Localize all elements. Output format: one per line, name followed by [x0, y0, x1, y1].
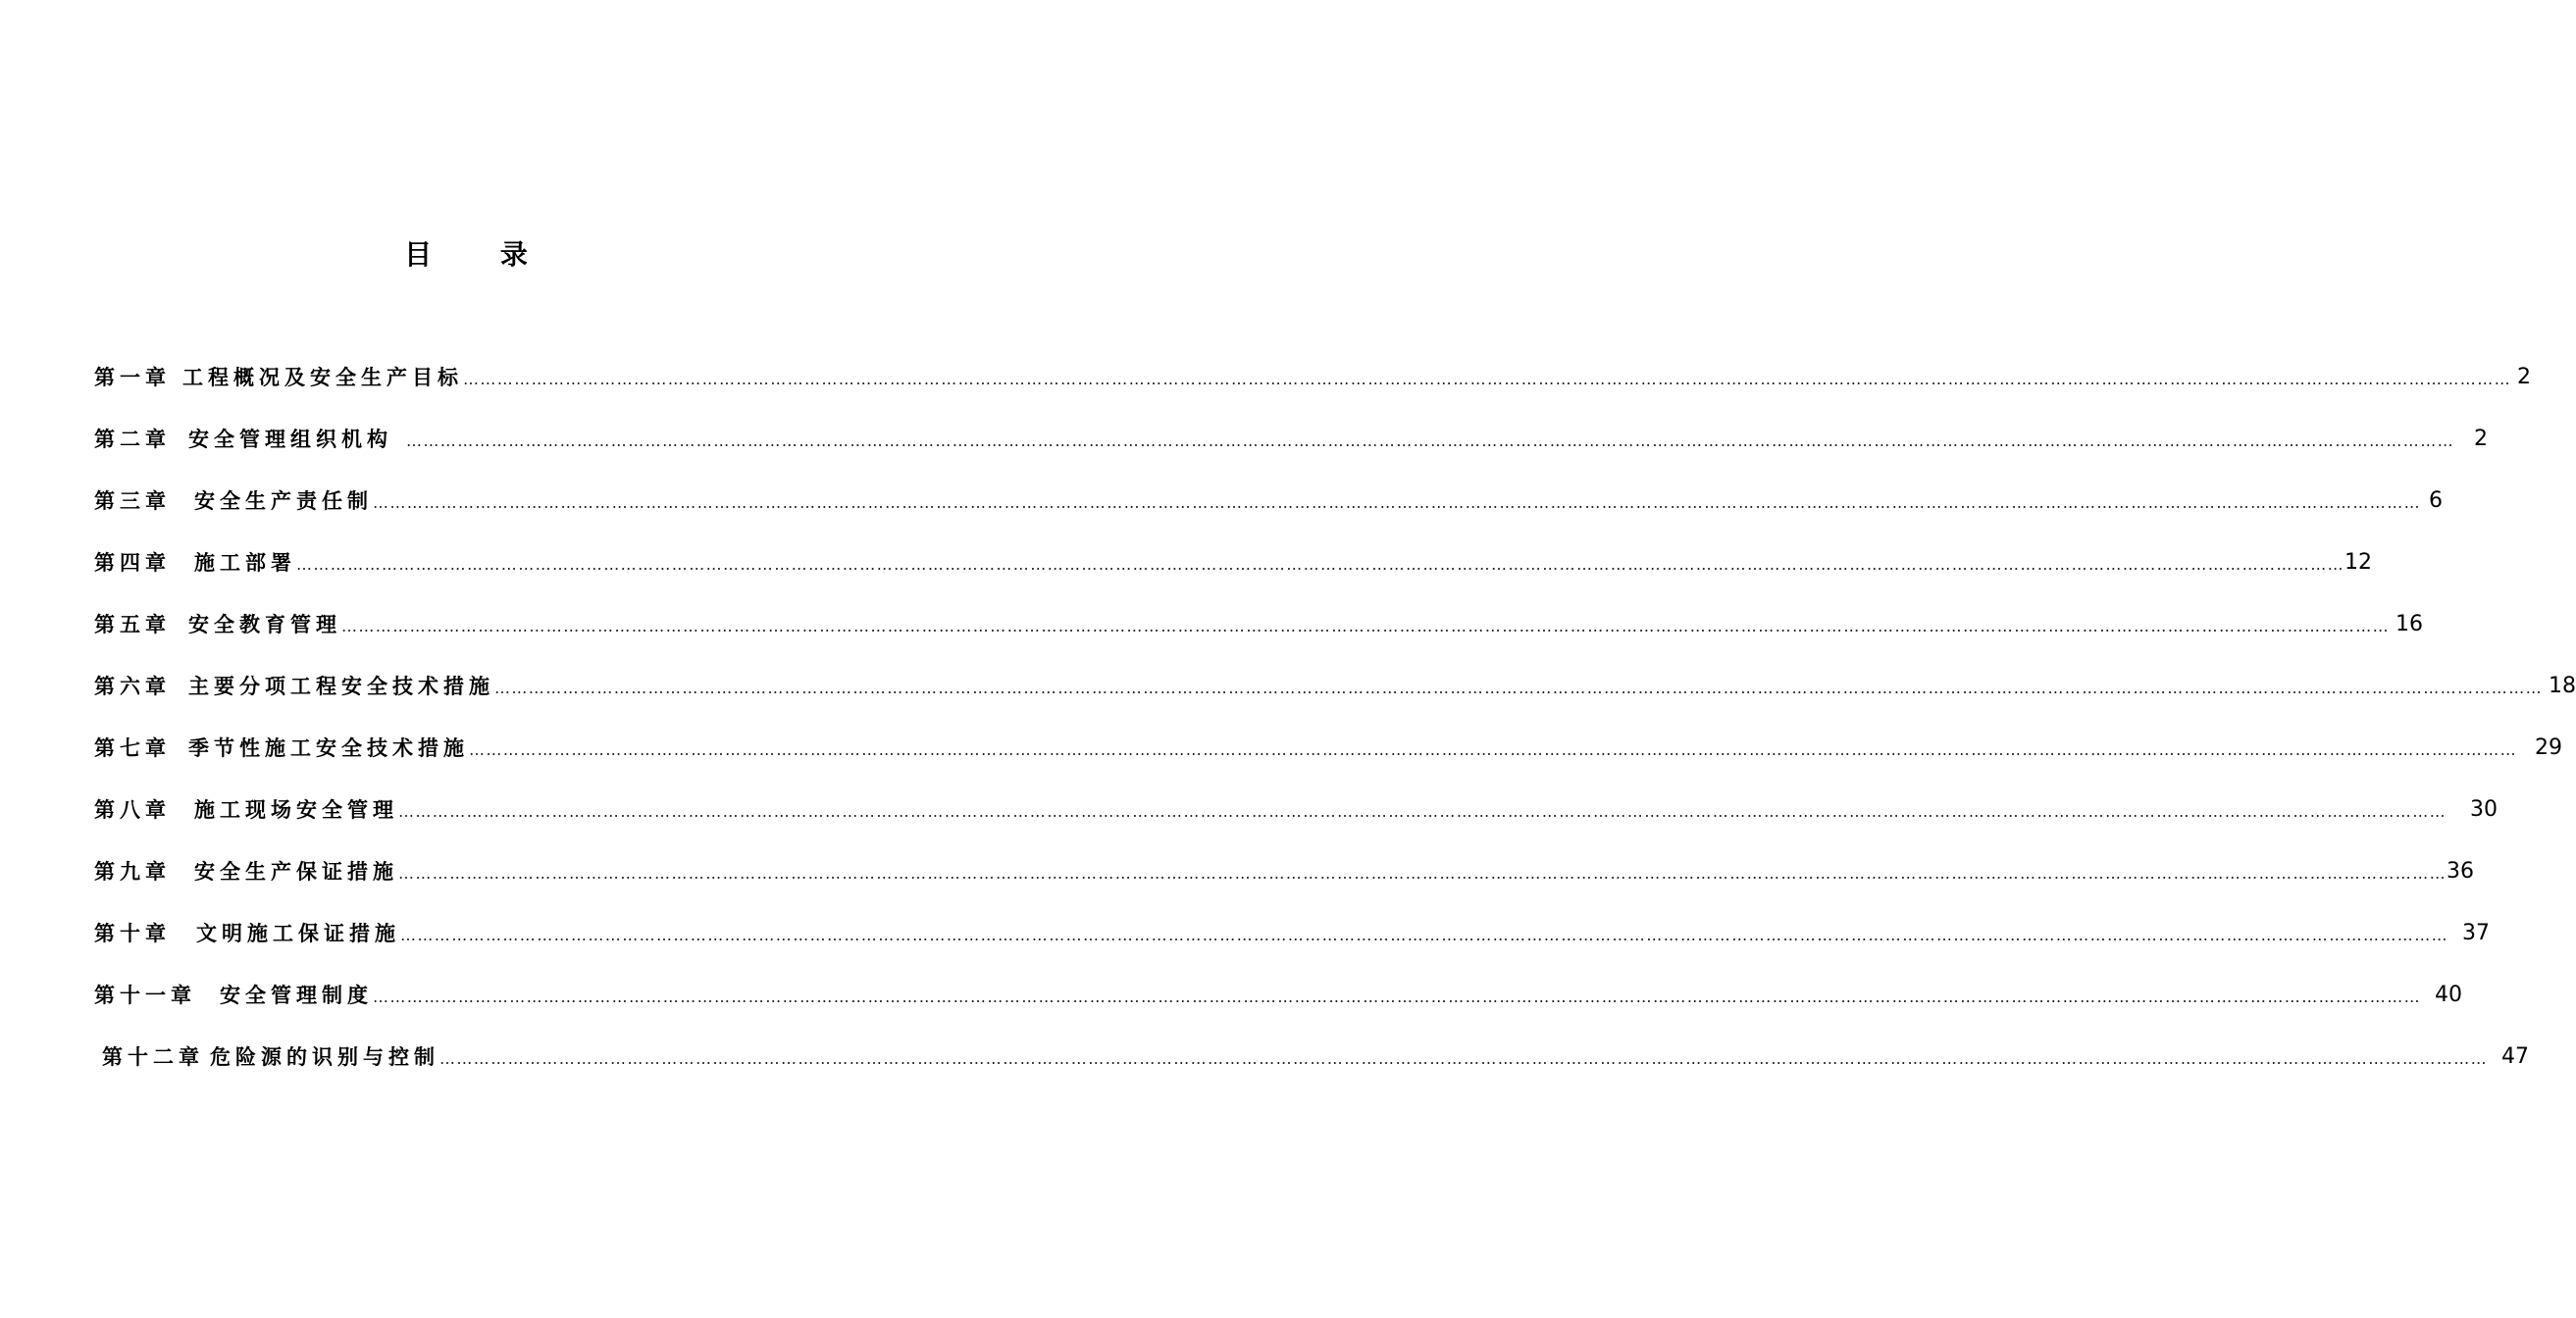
toc-entry[interactable] [94, 604, 2423, 643]
chapter-label: 第四章 [94, 551, 171, 575]
dot-leader: ……………………………………………………………………………………………………………………………………………………………………………………………………………………………………………………………………………………………………………………………… [406, 431, 2454, 450]
dot-leader: ……………………………………………………………………………………………………………………………………………………………………………………………………………………………………………………………………………………………………………………………… [398, 801, 2447, 821]
page-number: 29 [2535, 735, 2562, 760]
page-number: 36 [2447, 858, 2474, 884]
dot-leader: ……………………………………………………………………………………………………………………………………………………………………………………………………………………………………………………………………………………………………………………………… [341, 616, 2390, 635]
chapter-title: 施工现场安全管理 [194, 798, 398, 822]
chapter-title: 安全管理制度 [220, 984, 373, 1007]
chapter-label: 第七章 [94, 736, 171, 760]
dot-leader: ……………………………………………………………………………………………………………………………………………………………………………………………………………………………………………………………………………………………………………………………… [373, 492, 2421, 512]
page-number: 18 [2549, 673, 2576, 698]
page-number: 30 [2470, 796, 2498, 822]
chapter-title: 主要分项工程安全技术措施 [188, 675, 494, 698]
dot-leader: ……………………………………………………………………………………………………………………………………………………………………………………………………………………………………………………………………………………………………………………………… [398, 863, 2447, 883]
chapter-title: 施工部署 [194, 551, 296, 575]
toc-entry[interactable] [94, 666, 2576, 705]
chapter-title: 危险源的识别与控制 [210, 1045, 439, 1069]
chapter-label: 第十二章 [102, 1045, 204, 1069]
chapter-title: 工程概况及安全生产目标 [182, 366, 463, 389]
chapter-title: 安全生产保证措施 [194, 860, 398, 884]
page-number: 12 [2344, 549, 2372, 575]
toc-title: 目 录 [404, 238, 557, 271]
chapter-title: 安全教育管理 [188, 613, 341, 636]
toc-entry[interactable] [94, 913, 2490, 952]
dot-leader: ……………………………………………………………………………………………………………………………………………………………………………………………………………………………………………………………………………………………………………………………… [494, 678, 2543, 697]
page-number: 2 [2474, 426, 2488, 451]
toc-entry[interactable] [94, 481, 2443, 520]
chapter-label: 第八章 [94, 798, 171, 822]
page-number: 16 [2396, 611, 2423, 636]
chapter-title: 季节性施工安全技术措施 [188, 736, 469, 760]
chapter-label: 第九章 [94, 860, 171, 884]
chapter-label: 第三章 [94, 489, 171, 513]
chapter-title: 安全生产责任制 [194, 489, 373, 513]
toc-entry[interactable] [102, 1037, 2529, 1076]
toc-entry[interactable] [94, 419, 2488, 458]
dot-leader: ……………………………………………………………………………………………………………………………………………………………………………………………………………………………………………………………………………………………………………………………… [463, 369, 2511, 388]
chapter-title: 文明施工保证措施 [196, 922, 400, 945]
toc-entry[interactable] [94, 975, 2462, 1014]
dot-leader: ……………………………………………………………………………………………………………………………………………………………………………………………………………………………………………………………………………………………………………………………… [296, 554, 2344, 574]
toc-entry[interactable] [94, 851, 2474, 890]
chapter-label: 第十章 [94, 922, 171, 945]
chapter-label: 第六章 [94, 675, 171, 698]
toc-entry[interactable] [94, 542, 2372, 582]
chapter-title: 安全管理组织机构 [188, 428, 392, 451]
dot-leader: ……………………………………………………………………………………………………………………………………………………………………………………………………………………………………………………………………………………………………………………………… [373, 987, 2421, 1006]
chapter-label: 第二章 [94, 428, 171, 451]
toc-entry[interactable] [94, 728, 2562, 767]
chapter-label: 第十一章 [94, 984, 196, 1007]
page-number: 2 [2517, 364, 2531, 389]
toc-entry[interactable] [94, 357, 2531, 396]
dot-leader: ……………………………………………………………………………………………………………………………………………………………………………………………………………………………………………………………………………………………………………………………… [439, 1048, 2488, 1068]
chapter-label: 第五章 [94, 613, 171, 636]
page-number: 6 [2429, 487, 2443, 513]
page-number: 40 [2435, 982, 2462, 1007]
page-number: 37 [2462, 920, 2490, 945]
chapter-label: 第一章 [94, 366, 171, 389]
dot-leader: ……………………………………………………………………………………………………………………………………………………………………………………………………………………………………………………………………………………………………………………………… [469, 739, 2517, 759]
dot-leader: ……………………………………………………………………………………………………………………………………………………………………………………………………………………………………………………………………………………………………………………………… [400, 925, 2448, 944]
page-number: 47 [2501, 1043, 2529, 1069]
toc-entry[interactable] [94, 789, 2498, 829]
